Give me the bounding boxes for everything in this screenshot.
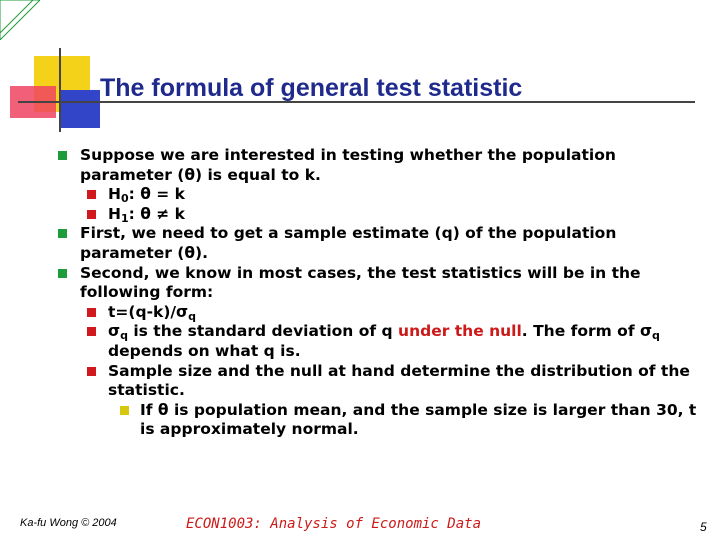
bullet-text: If θ is population mean, and the sample size is larger than 30, t is approximately normal. [140, 400, 697, 439]
bullet-item [58, 224, 698, 263]
page-number: 5 [700, 520, 707, 534]
slide-content [58, 146, 698, 440]
h1-subscript: 1 [120, 211, 129, 225]
highlight-under-null: under the null [398, 322, 522, 341]
bullet-text: First, we need to get a sample estimate (q) of the population parameter (θ). [80, 224, 617, 262]
bullet-item-h1 [58, 205, 698, 225]
h1-prefix: H [108, 204, 121, 223]
bullet-item-h0 [58, 185, 698, 205]
bullet-square-icon [120, 406, 129, 415]
bullet-item-formula [58, 303, 698, 323]
bullet-square-icon [87, 308, 96, 317]
h1-text: : θ ≠ k [128, 204, 185, 223]
bullet-square-icon [87, 367, 96, 376]
h0-prefix: H [108, 185, 121, 204]
bullet-text: Suppose we are interested in testing whether the population parameter (θ) is equal to k. [80, 146, 616, 184]
bullet-square-icon [87, 210, 96, 219]
bullet-item [58, 264, 698, 303]
formula-text: t=(q-k)/σ [108, 302, 189, 321]
footer-author: Ka-fu Wong © 2004 [20, 517, 117, 529]
sigma-text-2: . The form of σ [521, 322, 653, 341]
bullet-square-icon [58, 151, 67, 160]
bullet-square-icon [58, 229, 67, 238]
bullet-square-icon [87, 190, 96, 199]
h0-subscript: 0 [120, 192, 129, 206]
bullet-item [58, 146, 698, 185]
sigma-symbol: σ [108, 322, 121, 341]
sigma-text-3: depends on what q is. [108, 341, 301, 360]
formula-subscript: q [188, 309, 197, 323]
sigma-subscript: q [120, 329, 128, 343]
bullet-item [58, 401, 698, 440]
bullet-text: Second, we know in most cases, the test statistics will be in the following form: [80, 263, 641, 302]
h0-text: : θ = k [128, 185, 185, 204]
bullet-text: Sample size and the null at hand determine the distribution of the statistic. [108, 361, 690, 400]
bullet-item [58, 362, 698, 401]
bullet-square-icon [58, 269, 67, 278]
bullet-item-sigma [58, 322, 698, 361]
bullet-square-icon [87, 327, 96, 336]
sigma-text: is the standard deviation of q [127, 322, 399, 341]
sigma-subscript-2: q [652, 329, 660, 343]
footer-course: ECON1003: Analysis of Economic Data [186, 516, 482, 532]
slide-title: The formula of general test statistic [100, 74, 523, 102]
title-decoration-blocks [0, 0, 720, 140]
